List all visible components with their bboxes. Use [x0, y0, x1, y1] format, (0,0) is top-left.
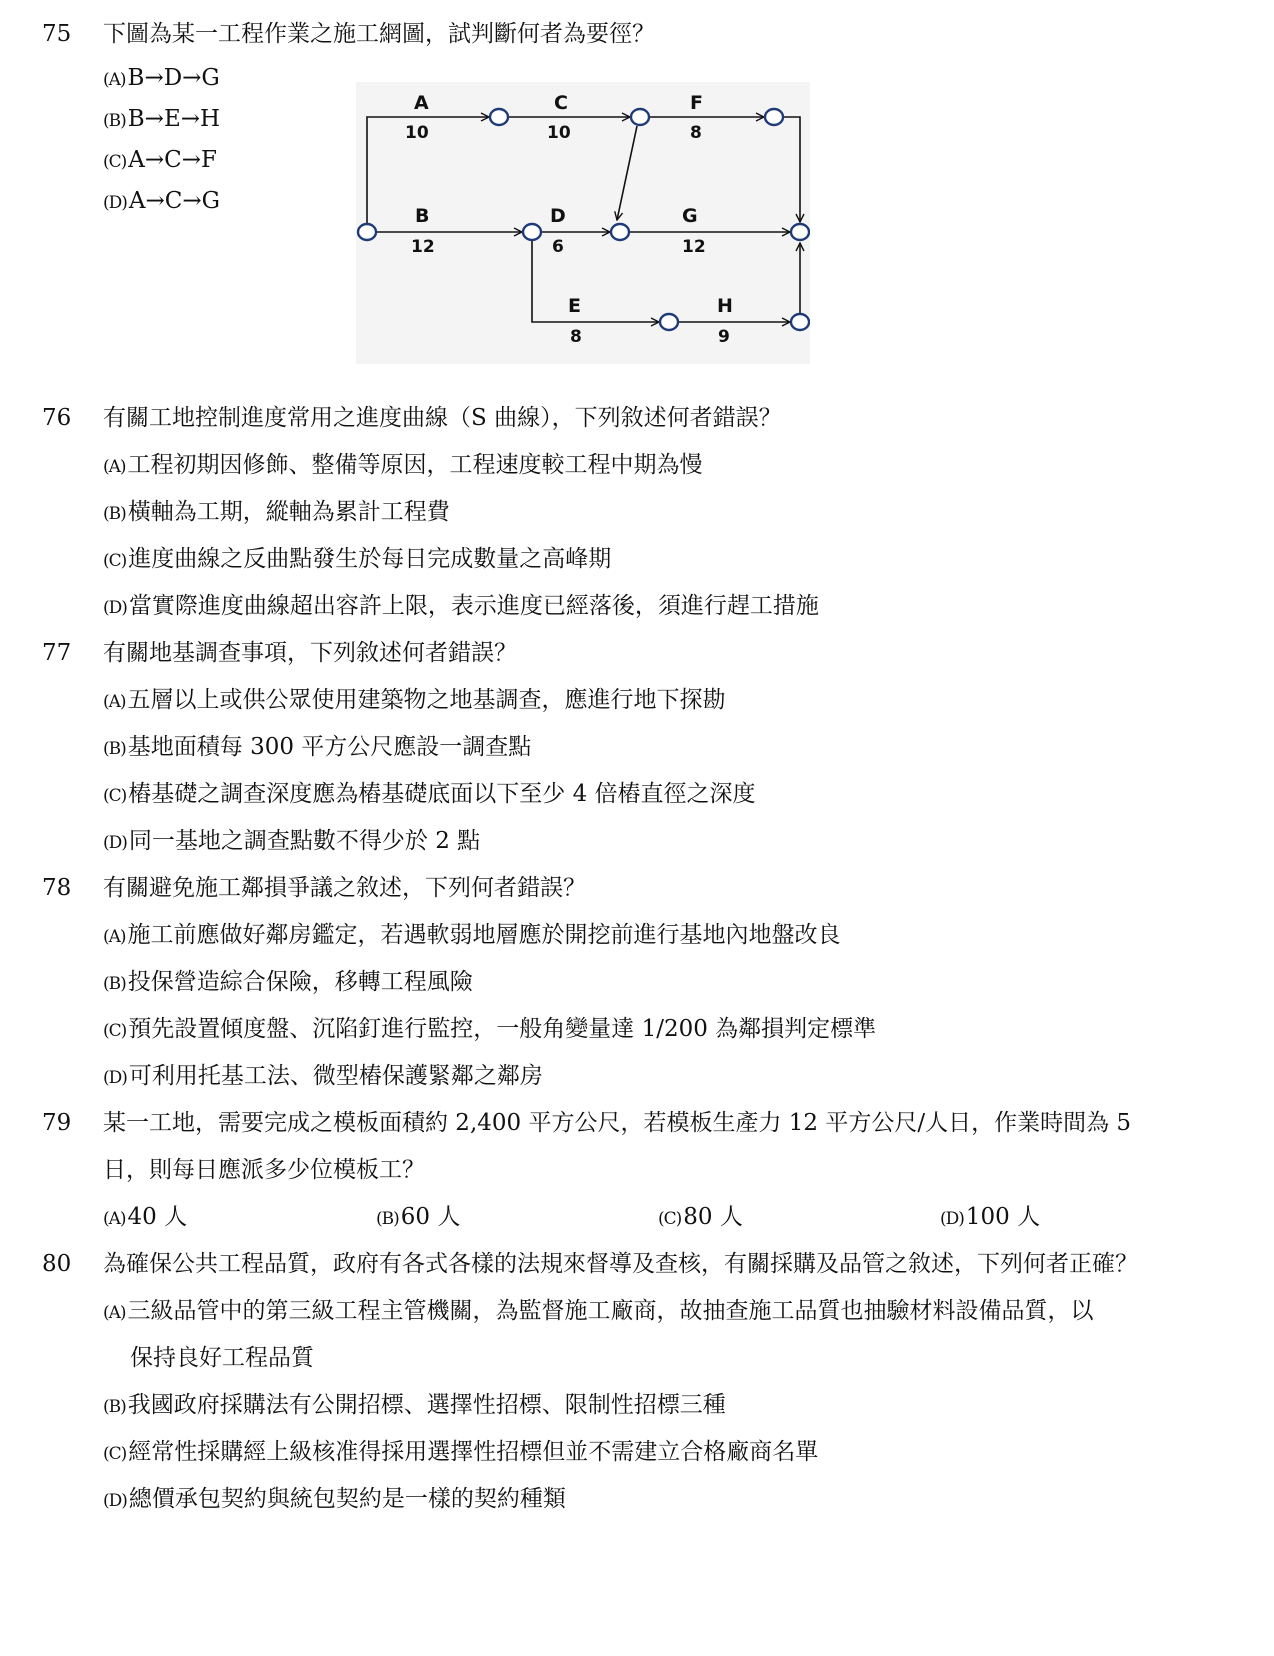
activity-duration: 12 [682, 237, 706, 257]
option-d[interactable] [103, 1060, 1233, 1094]
question-text: 有關工地控制進度常用之進度曲線（S 曲線），下列敘述何者錯誤？ [103, 405, 782, 431]
option-c[interactable] [103, 1013, 1233, 1047]
network-svg [356, 82, 810, 364]
option-marker: (B) [103, 1397, 126, 1417]
option-text: 80 人 [683, 1204, 743, 1230]
option-a[interactable] [103, 449, 1233, 483]
option-marker: (B) [103, 739, 126, 759]
option-text: 我國政府採購法有公開招標、選擇性招標、限制性招標三種 [127, 1392, 726, 1418]
option-text: 施工前應做好鄰房鑑定，若遇軟弱地層應於開挖前進行基地內地盤改良 [127, 922, 841, 948]
question-text: 有關避免施工鄰損爭議之敘述，下列何者錯誤？ [103, 875, 586, 901]
question-number: 79 [42, 1110, 72, 1136]
activity-duration: 10 [547, 123, 571, 143]
node [660, 314, 678, 330]
option-c[interactable] [103, 543, 1233, 577]
option-marker: (C) [103, 786, 127, 806]
option-a[interactable] [103, 1295, 1233, 1329]
option-d[interactable] [103, 590, 1233, 624]
question-number: 78 [42, 875, 72, 901]
option-marker: (B) [103, 111, 126, 131]
option-text: 60 人 [400, 1204, 461, 1230]
option-marker: (C) [103, 1444, 127, 1464]
option-text: 五層以上或供公眾使用建築物之地基調查，應進行地下探勘 [127, 687, 726, 713]
option-marker: (C) [658, 1209, 682, 1229]
dummy-arrow [617, 126, 637, 220]
option-text: B→E→H [127, 106, 221, 132]
option-text: B→D→G [127, 65, 220, 91]
option-text: 當實際進度曲線超出容許上限，表示進度已經落後，須進行趕工措施 [128, 593, 819, 619]
option-text: 基地面積每 300 平方公尺應設一調查點 [127, 734, 532, 760]
option-b[interactable] [103, 1389, 1233, 1423]
option-text: 橫軸為工期，縱軸為累計工程費 [127, 499, 450, 525]
option-marker: (D) [103, 598, 127, 618]
option-marker: (A) [103, 70, 126, 90]
option-marker: (A) [103, 692, 126, 712]
option-a-continuation: 保持良好工程品質 [130, 1345, 314, 1371]
activity-duration: 10 [405, 123, 429, 143]
option-d[interactable] [103, 825, 1233, 859]
option-text: 三級品管中的第三級工程主管機關，為監督施工廠商，故抽查施工品質也抽驗材料設備品質，以 [127, 1298, 1094, 1324]
question-number: 76 [42, 405, 72, 431]
question-text-line: 日，則每日應派多少位模板工？ [103, 1157, 425, 1183]
activity-label: H [717, 295, 733, 317]
activity-duration: 8 [690, 123, 702, 143]
activity-label: B [415, 205, 430, 227]
option-text: 總價承包契約與統包契約是一樣的契約種類 [128, 1486, 566, 1512]
node [791, 314, 809, 330]
activity-label: D [550, 205, 566, 227]
option-text: A→C→F [128, 147, 217, 173]
node-finish [791, 224, 809, 240]
question-number: 75 [42, 21, 72, 47]
option-a[interactable] [103, 684, 1233, 718]
option-c[interactable] [103, 778, 1233, 812]
activity-duration: 12 [411, 237, 435, 257]
option-c[interactable] [103, 1436, 1233, 1470]
question-text: 有關地基調查事項，下列敘述何者錯誤？ [103, 640, 517, 666]
activity-duration: 9 [718, 327, 730, 347]
option-marker: (C) [103, 1021, 127, 1041]
option-text: A→C→G [128, 188, 221, 214]
option-text: 工程初期因修飾、整備等原因，工程速度較工程中期為慢 [127, 452, 703, 478]
activity-duration: 6 [552, 237, 564, 257]
option-c[interactable] [658, 1201, 743, 1235]
node [490, 109, 508, 125]
option-b[interactable] [103, 966, 1233, 1000]
activity-label: G [682, 205, 698, 227]
question-number: 77 [42, 640, 72, 666]
option-marker: (C) [103, 152, 127, 172]
option-text: 40 人 [127, 1204, 188, 1230]
node [523, 224, 541, 240]
option-marker: (A) [103, 1303, 126, 1323]
option-text: 預先設置傾度盤、沉陷釘進行監控，一般角變量達 1/200 為鄰損判定標準 [128, 1016, 877, 1042]
question-text: 下圖為某一工程作業之施工網圖，試判斷何者為要徑？ [103, 21, 655, 47]
option-text: 經常性採購經上級核准得採用選擇性招標但並不需建立合格廠商名單 [128, 1439, 819, 1465]
option-text: 100 人 [965, 1204, 1041, 1230]
activity-duration: 8 [570, 327, 582, 347]
option-marker: (B) [103, 504, 126, 524]
option-a[interactable] [103, 919, 1233, 953]
construction-network-diagram [356, 82, 810, 364]
arrow-f-finish [784, 117, 800, 222]
option-marker: (D) [103, 193, 127, 213]
question-text-line: 某一工地，需要完成之模板面積約 2,400 平方公尺，若模板生產力 12 平方公尺/人日，作業時間為 5 [103, 1110, 1132, 1136]
option-b[interactable] [103, 731, 1233, 765]
option-marker: (B) [376, 1209, 399, 1229]
option-text: 投保營造綜合保險，移轉工程風險 [127, 969, 473, 995]
option-d[interactable] [103, 1483, 1233, 1517]
activity-label: A [414, 92, 429, 114]
option-marker: (D) [103, 833, 127, 853]
option-marker: (B) [103, 974, 126, 994]
option-d[interactable] [103, 185, 333, 219]
option-a[interactable] [103, 62, 333, 96]
option-text: 同一基地之調查點數不得少於 2 點 [128, 828, 481, 854]
option-c[interactable] [103, 144, 333, 178]
node [765, 109, 783, 125]
option-marker: (D) [103, 1068, 127, 1088]
option-marker: (A) [103, 927, 126, 947]
option-d[interactable] [940, 1201, 1040, 1235]
option-marker: (A) [103, 457, 126, 477]
option-text: 進度曲線之反曲點發生於每日完成數量之高峰期 [128, 546, 612, 572]
option-b[interactable] [376, 1201, 460, 1235]
option-text: 可利用托基工法、微型樁保護緊鄰之鄰房 [128, 1063, 543, 1089]
option-a[interactable] [103, 1201, 187, 1235]
node-start [358, 224, 376, 240]
option-marker: (D) [940, 1209, 964, 1229]
node [611, 224, 629, 240]
activity-label: C [554, 92, 568, 114]
question-number: 80 [42, 1251, 72, 1277]
option-b[interactable] [103, 496, 1233, 530]
question-text: 為確保公共工程品質，政府有各式各樣的法規來督導及查核，有關採購及品管之敘述，下列何者正確？ [103, 1251, 1138, 1277]
option-marker: (C) [103, 551, 127, 571]
option-b[interactable] [103, 103, 333, 137]
option-marker: (A) [103, 1209, 126, 1229]
option-text: 樁基礎之調查深度應為樁基礎底面以下至少 4 倍樁直徑之深度 [128, 781, 756, 807]
option-marker: (D) [103, 1491, 127, 1511]
activity-label: E [568, 295, 581, 317]
activity-label: F [690, 92, 703, 114]
node [631, 109, 649, 125]
